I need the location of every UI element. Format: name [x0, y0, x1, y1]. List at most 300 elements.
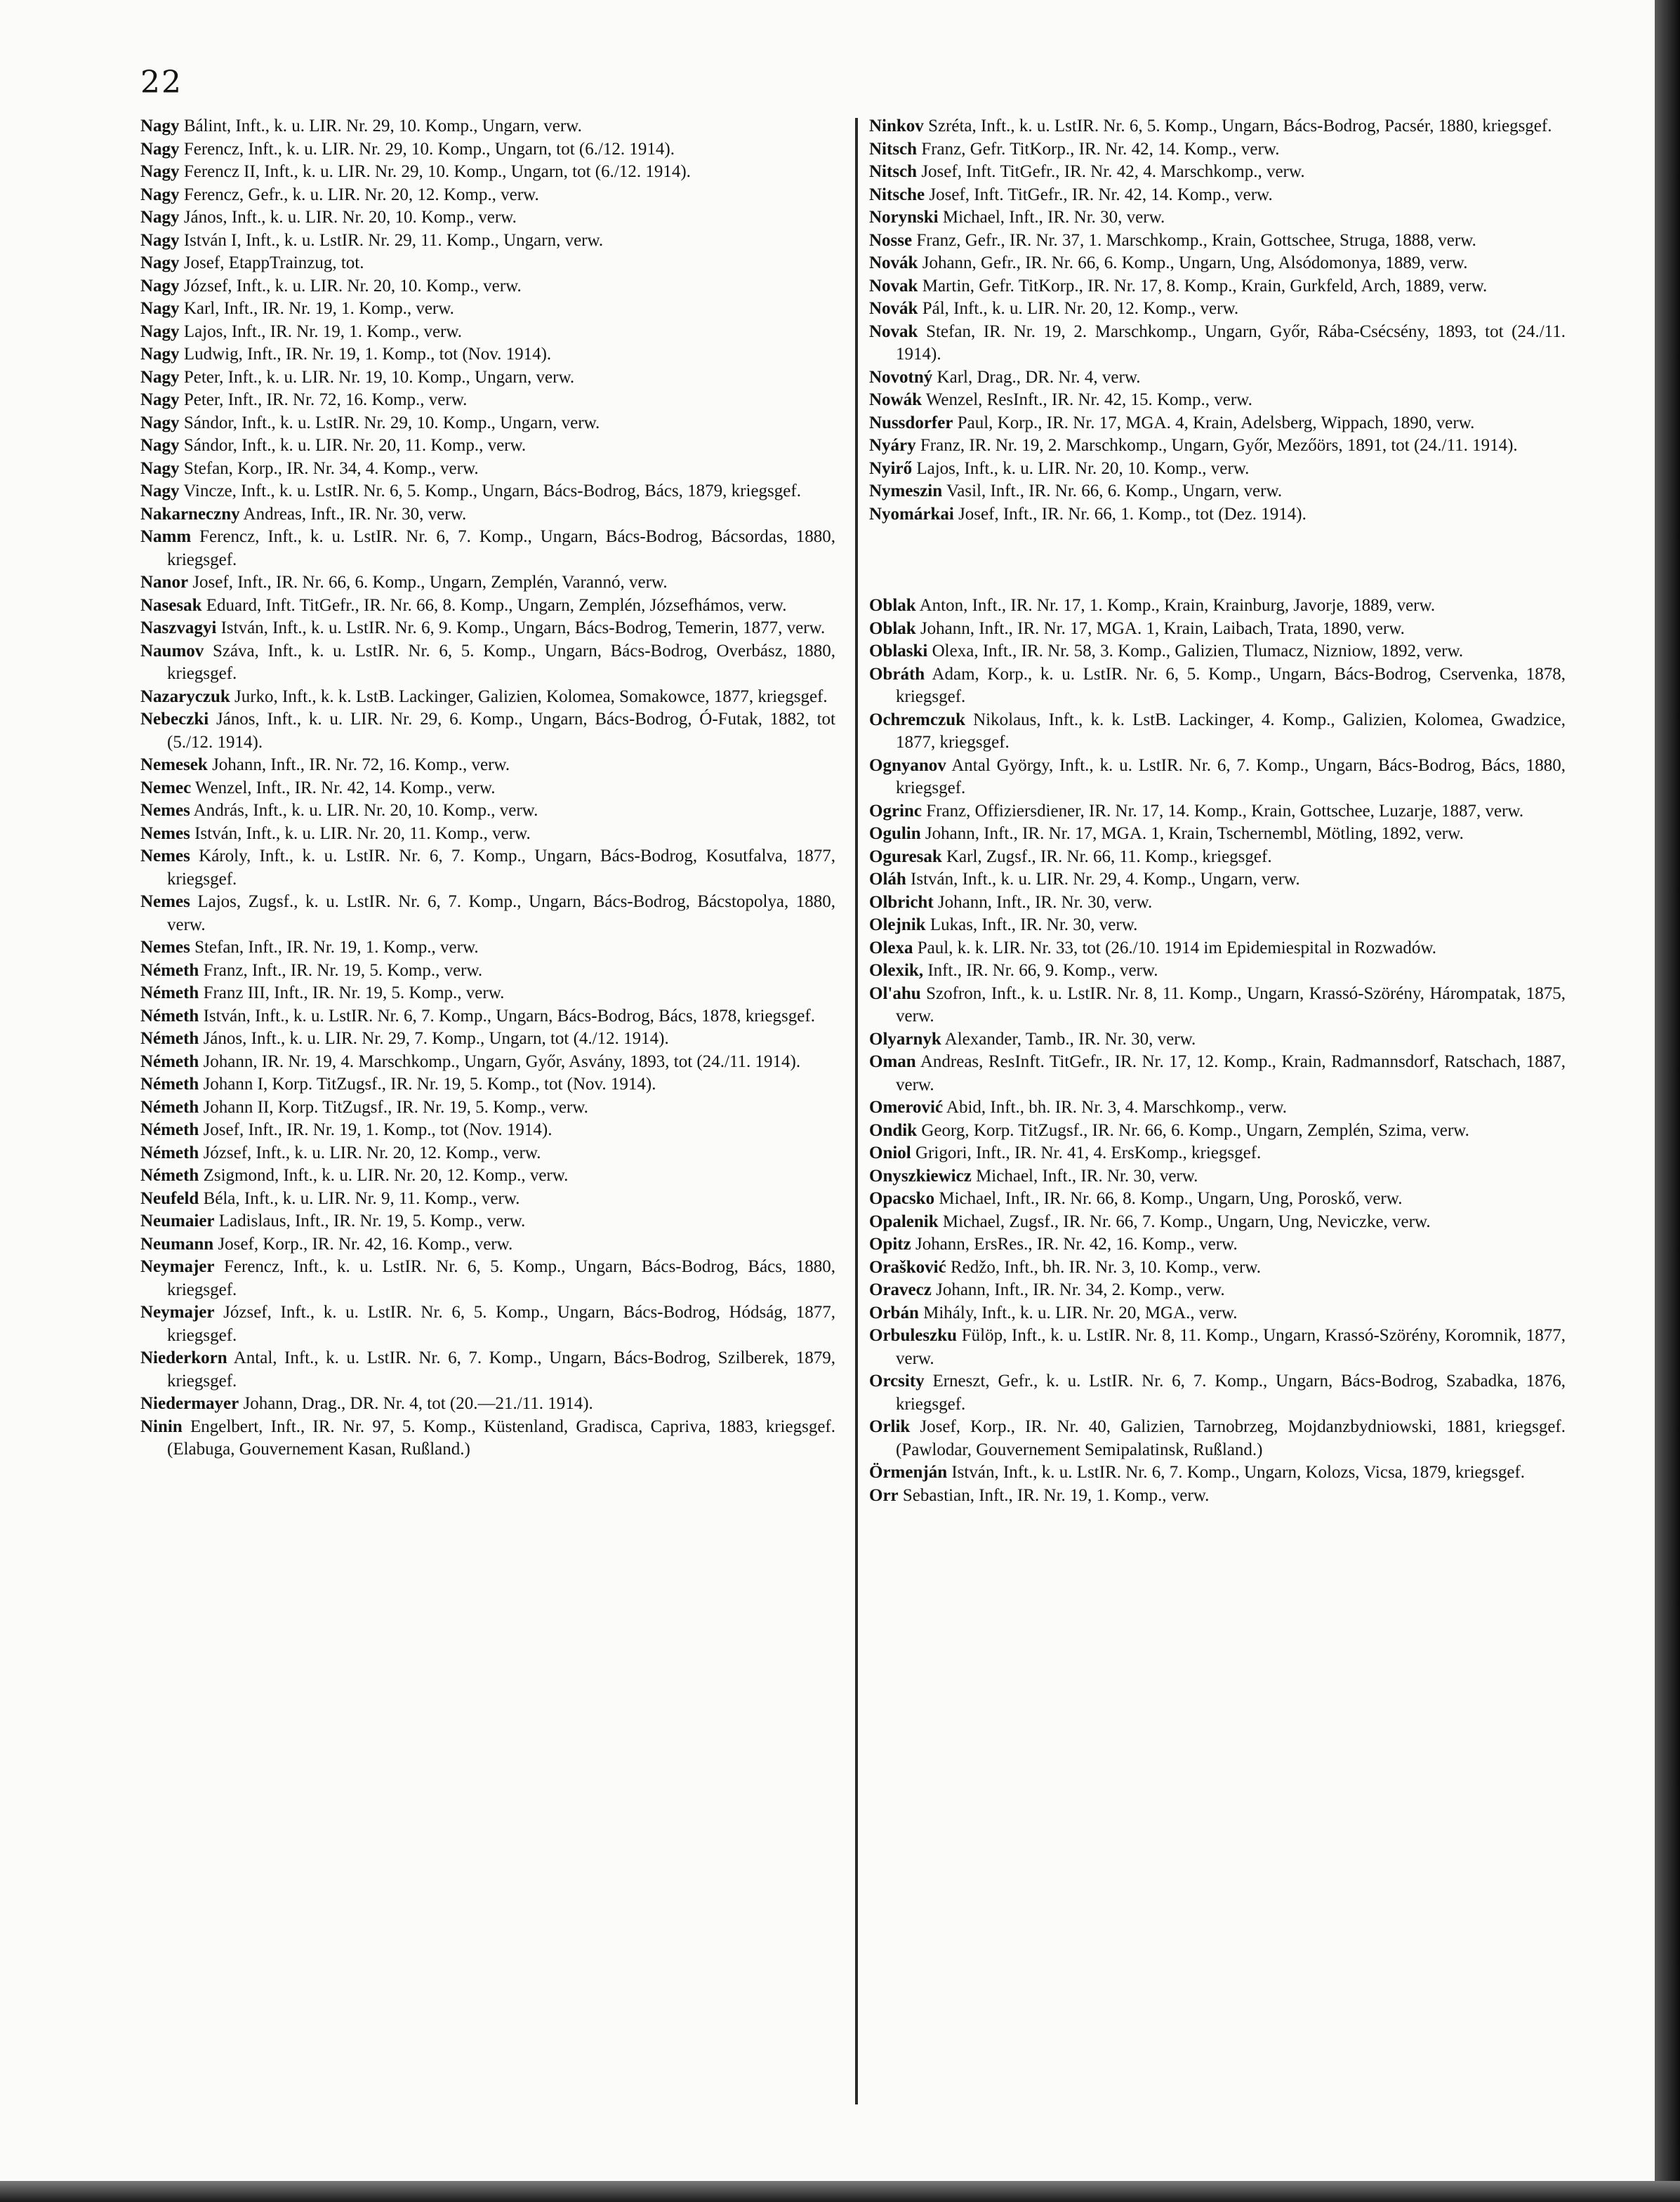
entry-details: Vasil, Inft., IR. Nr. 66, 6. Komp., Ungarn, verw. — [942, 482, 1283, 500]
register-entry — [869, 389, 1566, 412]
entry-details: Pál, Inft., k. u. LIR. Nr. 20, 12. Komp., verw. — [918, 299, 1239, 318]
register-entry — [140, 754, 835, 777]
register-entry — [140, 1142, 835, 1165]
register-entry — [869, 1028, 1566, 1052]
register-entry — [869, 321, 1566, 366]
entry-surname: Nagy — [140, 117, 180, 135]
register-entry — [140, 571, 835, 595]
entry-details: Johann II, Korp. TitZugsf., IR. Nr. 19, 5. Komp., verw. — [199, 1097, 588, 1117]
entry-surname: Orbuleszku — [869, 1326, 958, 1345]
register-entry — [140, 1119, 835, 1142]
register-entry — [869, 1211, 1566, 1234]
entry-surname: Nagy — [140, 162, 180, 181]
entry-surname: Németh — [140, 1097, 199, 1117]
register-entry — [140, 184, 835, 207]
scan-edge-bottom — [0, 2181, 1680, 2202]
entry-details: Bálint, Inft., k. u. LIR. Nr. 29, 10. Komp., Ungarn, verw. — [179, 117, 582, 135]
entry-details: Franz, Offiziersdiener, IR. Nr. 17, 14. Komp., Krain, Gottschee, Luzarje, 1887, verw. — [922, 801, 1524, 821]
entry-surname: Nagy — [140, 390, 180, 409]
entry-details: Josef, Inft., IR. Nr. 66, 6. Komp., Ungarn, Zemplén, Varannó, verw. — [188, 573, 668, 592]
section-o-entries — [869, 595, 1566, 1507]
entry-surname: Nagy — [140, 276, 180, 296]
entry-surname: Nyirő — [869, 458, 913, 478]
register-entry — [869, 618, 1566, 641]
entry-details: Lajos, Zugsf., k. u. LstIR. Nr. 6, 7. Komp., Ungarn, Bács-Bodrog, Bácstopolya, 1880, verw. — [167, 892, 835, 934]
register-entry — [140, 435, 835, 458]
register-entry — [140, 1096, 835, 1120]
register-entry — [140, 1210, 835, 1233]
register-entry — [869, 480, 1566, 503]
entry-details: Josef, Inft. TitGefr., IR. Nr. 42, 14. Komp., verw. — [925, 185, 1273, 204]
entry-surname: Nemes — [140, 801, 190, 820]
register-entry — [140, 708, 835, 754]
register-entry — [869, 1256, 1566, 1280]
entry-details: Michael, Inft., IR. Nr. 30, verw. — [938, 208, 1165, 227]
register-entry — [140, 1416, 835, 1461]
register-entry — [869, 206, 1566, 230]
entry-details: József, Inft., k. u. LstIR. Nr. 6, 5. Komp., Ungarn, Bács-Bodrog, Hódság, 1877, kriegsgef. — [167, 1303, 835, 1345]
register-entry — [869, 298, 1566, 321]
entry-surname: Novak — [869, 321, 918, 341]
entry-surname: Nagy — [140, 413, 180, 432]
entry-surname: Nosse — [869, 230, 913, 250]
entry-details: Engelbert, Inft., IR. Nr. 97, 5. Komp., Küstenland, Gradisca, Capriva, 1883, kriegsgef. (Elabuga, Gouvernement Kasan, Rußland.) — [167, 1417, 835, 1459]
register-entry — [869, 138, 1566, 161]
entry-details: Josef, Inft., IR. Nr. 66, 1. Komp., tot (Dez. 1914). — [953, 504, 1307, 524]
entry-surname: Orbán — [869, 1303, 919, 1322]
entry-details: Zsigmond, Inft., k. u. LIR. Nr. 20, 12. Komp., verw. — [199, 1166, 569, 1185]
entry-surname: Nagy — [140, 208, 180, 227]
scan-edge-right — [1655, 0, 1680, 2202]
entry-details: Johann, Inft., IR. Nr. 34, 2. Komp., verw. — [931, 1280, 1225, 1299]
entry-surname: Ochremczuk — [869, 710, 966, 729]
entry-surname: Ninin — [140, 1417, 183, 1436]
entry-details: Franz, Gefr., IR. Nr. 37, 1. Marschkomp., Krain, Gottschee, Struga, 1888, verw. — [912, 230, 1476, 250]
register-entry — [140, 1165, 835, 1188]
entry-details: Johann, Inft., IR. Nr. 72, 16. Komp., verw. — [207, 755, 510, 774]
entry-surname: Nasesak — [140, 595, 202, 615]
register-entry — [140, 1347, 835, 1393]
entry-surname: Novák — [869, 253, 918, 272]
entry-surname: Neufeld — [140, 1188, 199, 1208]
entry-surname: Oláh — [869, 870, 906, 889]
entry-surname: Nitsch — [869, 139, 918, 159]
register-entry — [869, 868, 1566, 891]
entry-surname: Nemesek — [140, 755, 208, 774]
entry-surname: Nyáry — [869, 436, 916, 455]
register-entry — [869, 1485, 1566, 1508]
entry-surname: Nazaryczuk — [140, 687, 230, 706]
entry-surname: Naumov — [140, 641, 204, 661]
entry-surname: Olexa — [869, 938, 913, 957]
register-entry — [869, 1165, 1566, 1188]
register-entry — [140, 891, 835, 936]
register-entry — [869, 595, 1566, 618]
register-entry — [869, 1051, 1566, 1096]
entry-surname: Nowák — [869, 390, 922, 409]
entry-details: Karl, Inft., IR. Nr. 19, 1. Komp., verw. — [179, 299, 454, 318]
register-entry — [140, 1188, 835, 1211]
entry-surname: Ogrinc — [869, 801, 922, 821]
entry-surname: Ondik — [869, 1120, 918, 1140]
register-entry — [869, 1120, 1566, 1143]
entry-details: Ferencz II, Inft., k. u. LIR. Nr. 29, 10. Komp., Ungarn, tot (6./12. 1914). — [179, 162, 691, 181]
entry-details: Josef, Inft., IR. Nr. 19, 1. Komp., tot (Nov. 1914). — [199, 1120, 553, 1139]
entry-details: Georg, Korp. TitZugsf., IR. Nr. 66, 6. Komp., Ungarn, Zemplén, Szima, verw. — [917, 1120, 1469, 1140]
entry-surname: Nyomárkai — [869, 504, 954, 524]
register-entry — [869, 1233, 1566, 1256]
entry-surname: Nagy — [140, 185, 180, 204]
entry-surname: Niederkorn — [140, 1348, 227, 1367]
register-entry — [869, 366, 1566, 390]
entry-details: Károly, Inft., k. u. LstIR. Nr. 6, 7. Komp., Ungarn, Bács-Bodrog, Kosutfalva, 1877, kriegsgef. — [167, 847, 835, 889]
entry-surname: Németh — [140, 1075, 199, 1094]
entry-surname: Novák — [869, 299, 918, 318]
entry-surname: Németh — [140, 1120, 199, 1139]
entry-surname: Nagy — [140, 139, 180, 159]
entry-surname: Nemes — [140, 847, 190, 865]
register-entry — [140, 321, 835, 344]
entry-details: István, Inft., k. u. LstIR. Nr. 6, 7. Komp., Ungarn, Bács-Bodrog, Bács, 1878, kriegsgef. — [199, 1006, 815, 1026]
entry-surname: Oblak — [869, 618, 916, 638]
right-column — [869, 115, 1566, 1507]
entry-details: Antal György, Inft., k. u. LstIR. Nr. 6, 7. Komp., Ungarn, Bács-Bodrog, Bács, 1880, kriegsgef. — [896, 755, 1566, 797]
register-entry — [140, 412, 835, 435]
entry-details: Johann, ErsRes., IR. Nr. 42, 16. Komp., verw. — [911, 1235, 1238, 1254]
entry-surname: Opitz — [869, 1235, 911, 1254]
register-entry — [140, 343, 835, 366]
entry-surname: Oblak — [869, 596, 916, 615]
entry-surname: Nagy — [140, 321, 180, 341]
register-entry — [140, 366, 835, 390]
entry-surname: Nagy — [140, 253, 180, 272]
entry-surname: Oman — [869, 1052, 916, 1071]
entry-surname: Nagy — [140, 299, 180, 318]
entry-details: Erneszt, Gefr., k. u. LstIR. Nr. 6, 7. Komp., Ungarn, Bács-Bodrog, Szabadka, 1876, kriegsgef. — [896, 1372, 1566, 1414]
register-entry — [869, 1325, 1566, 1370]
entry-surname: Nagy — [140, 482, 180, 500]
entry-details: Michael, Inft., IR. Nr. 66, 8. Komp., Ungarn, Ung, Poroskő, verw. — [934, 1189, 1403, 1208]
entry-details: Lukas, Inft., IR. Nr. 30, verw. — [925, 915, 1138, 934]
register-entry — [869, 823, 1566, 846]
register-entry — [140, 936, 835, 960]
register-entry — [869, 914, 1566, 937]
entry-details: Ludwig, Inft., IR. Nr. 19, 1. Komp., tot (Nov. 1914). — [179, 345, 552, 364]
entry-details: Karl, Drag., DR. Nr. 4, verw. — [932, 367, 1141, 387]
entry-surname: Nemes — [140, 938, 190, 957]
entry-details: Nikolaus, Inft., k. k. LstB. Lackinger, 4. Komp., Galizien, Kolomea, Gwadzice, 1877, kriegsgef. — [896, 710, 1566, 752]
register-entry — [869, 184, 1566, 207]
register-entry — [140, 1256, 835, 1301]
entry-details: János, Inft., k. u. LIR. Nr. 29, 6. Komp., Ungarn, Bács-Bodrog, Ó-Futak, 1882, tot (5./12. 1914). — [167, 710, 835, 752]
entry-surname: Németh — [140, 1006, 199, 1026]
register-entry — [869, 1188, 1566, 1211]
register-entry — [140, 845, 835, 891]
register-entry — [869, 1461, 1566, 1485]
entry-details: Ferencz, Inft., k. u. LstIR. Nr. 6, 5. Komp., Ungarn, Bács-Bodrog, Bács, 1880, kriegsgef. — [167, 1257, 835, 1299]
entry-surname: Nemes — [140, 823, 190, 843]
entry-details: István I, Inft., k. u. LstIR. Nr. 29, 11. Komp., Ungarn, verw. — [179, 230, 604, 250]
entry-details: Andreas, ResInft. TitGefr., IR. Nr. 17, 12. Komp., Krain, Radmannsdorf, Ratschach, 1887, verw. — [896, 1052, 1566, 1094]
entry-details: István, Inft., k. u. LstIR. Nr. 6, 9. Komp., Ungarn, Bács-Bodrog, Temerin, 1877, verw. — [216, 618, 826, 637]
register-entry — [140, 298, 835, 321]
register-entry — [140, 206, 835, 230]
register-entry — [869, 1302, 1566, 1325]
register-entry — [140, 777, 835, 800]
entry-details: Paul, k. k. LIR. Nr. 33, tot (26./10. 1914 im Epidemiespital in Rozwadów. — [913, 938, 1437, 957]
entry-details: Johann, Inft., IR. Nr. 17, MGA. 1, Krain, Laibach, Trata, 1890, verw. — [915, 618, 1405, 638]
register-entry — [140, 138, 835, 161]
entry-details: Peter, Inft., IR. Nr. 72, 16. Komp., verw. — [179, 390, 468, 409]
entry-details: Franz, Inft., IR. Nr. 19, 5. Komp., verw. — [199, 960, 483, 980]
entry-details: Franz III, Inft., IR. Nr. 19, 5. Komp., verw. — [199, 983, 505, 1002]
entry-details: Stefan, Korp., IR. Nr. 34, 4. Komp., verw. — [179, 458, 479, 478]
entry-details: Sándor, Inft., k. u. LIR. Nr. 20, 11. Komp., verw. — [179, 436, 527, 455]
register-entry — [140, 1301, 835, 1347]
entry-surname: Nagy — [140, 436, 180, 455]
entry-details: Ladislaus, Inft., IR. Nr. 19, 5. Komp., verw. — [214, 1212, 526, 1231]
entry-details: Johann, Inft., IR. Nr. 17, MGA. 1, Krain, Tschernembl, Mötling, 1892, verw. — [920, 824, 1464, 843]
register-entry — [869, 937, 1566, 960]
entry-surname: Neumann — [140, 1234, 214, 1254]
register-entry — [140, 161, 835, 184]
entry-details: Adam, Korp., k. u. LstIR. Nr. 6, 5. Komp., Ungarn, Bács-Bodrog, Cservenka, 1878, kriegsgef. — [896, 664, 1566, 706]
entry-surname: Nagy — [140, 345, 180, 364]
entry-surname: Olyarnyk — [869, 1029, 941, 1049]
entry-details: Franz, Gefr. TitKorp., IR. Nr. 42, 14. Komp., verw. — [917, 139, 1280, 159]
register-entry — [140, 1233, 835, 1256]
entry-surname: Opacsko — [869, 1189, 935, 1208]
entry-details: Ferencz, Inft., k. u. LIR. Nr. 29, 10. Komp., Ungarn, tot (6./12. 1914). — [179, 139, 675, 159]
entry-details: Josef, Korp., IR. Nr. 40, Galizien, Tarnobrzeg, Mojdanzbydniowski, 1881, kriegsgef. (Pawlodar, Gouvernement Semipalatinsk, Rußland.) — [896, 1417, 1566, 1459]
entry-details: István, Inft., k. u. LIR. Nr. 29, 4. Komp., Ungarn, verw. — [906, 870, 1300, 889]
entry-details: Szofron, Inft., k. u. LstIR. Nr. 8, 11. Komp., Ungarn, Krassó-Szörény, Hárompatak, 1875, verw. — [896, 983, 1566, 1026]
entry-surname: Németh — [140, 1052, 199, 1071]
register-entry — [140, 1393, 835, 1416]
register-entry — [869, 640, 1566, 663]
entry-details: Lajos, Inft., IR. Nr. 19, 1. Komp., verw. — [179, 321, 463, 341]
entry-surname: Németh — [140, 1143, 199, 1162]
register-entry — [140, 800, 835, 823]
register-entry — [869, 230, 1566, 253]
entry-details: János, Inft., k. u. LIR. Nr. 20, 10. Komp., verw. — [179, 208, 517, 227]
entry-surname: Németh — [140, 983, 199, 1002]
entry-details: Grigori, Inft., IR. Nr. 41, 4. ErsKomp., kriegsgef. — [911, 1143, 1262, 1162]
entry-details: Stefan, IR. Nr. 19, 2. Marschkomp., Ungarn, Győr, Rába-Csécsény, 1893, tot (24./11. 1914). — [896, 321, 1566, 364]
entry-surname: Omerović — [869, 1098, 944, 1117]
register-entry — [140, 458, 835, 481]
entry-details: Paul, Korp., IR. Nr. 17, MGA. 4, Krain, Adelsberg, Wippach, 1890, verw. — [953, 413, 1475, 432]
entry-details: Wenzel, ResInft., IR. Nr. 42, 15. Komp., verw. — [922, 390, 1252, 409]
entry-details: Ferencz, Gefr., k. u. LIR. Nr. 20, 12. Komp., verw. — [179, 185, 539, 204]
column-divider — [855, 118, 858, 2104]
entry-details: István, Inft., k. u. LIR. Nr. 20, 11. Komp., verw. — [190, 823, 531, 843]
section-n-entries — [869, 115, 1566, 526]
entry-surname: Orcsity — [869, 1372, 925, 1391]
entry-surname: Németh — [140, 960, 199, 980]
register-entry — [140, 617, 835, 640]
entry-details: Alexander, Tamb., IR. Nr. 30, verw. — [941, 1029, 1196, 1049]
register-entry — [869, 1096, 1566, 1120]
left-column — [140, 115, 835, 1461]
page-number: 22 — [140, 65, 183, 100]
register-entry — [869, 846, 1566, 869]
entry-details: Peter, Inft., k. u. LIR. Nr. 19, 10. Komp., Ungarn, verw. — [179, 367, 575, 387]
entry-details: Inft., IR. Nr. 66, 9. Komp., verw. — [923, 961, 1158, 980]
entry-surname: Olbricht — [869, 892, 934, 912]
entry-surname: Orašković — [869, 1257, 946, 1277]
register-entry — [140, 640, 835, 686]
entry-details: Béla, Inft., k. u. LIR. Nr. 9, 11. Komp., verw. — [199, 1188, 520, 1208]
register-entry — [140, 526, 835, 571]
entry-surname: Oguresak — [869, 847, 942, 866]
register-entry — [140, 960, 835, 983]
entry-details: Abid, Inft., bh. IR. Nr. 3, 4. Marschkomp., verw. — [943, 1098, 1288, 1117]
entry-surname: Niedermayer — [140, 1394, 239, 1413]
register-entry — [140, 275, 835, 298]
entry-surname: Nemes — [140, 892, 190, 911]
entry-surname: Oravecz — [869, 1280, 932, 1299]
entry-surname: Neumaier — [140, 1212, 215, 1231]
register-entry — [869, 115, 1566, 138]
register-entry — [140, 823, 835, 846]
entry-surname: Ninkov — [869, 117, 924, 135]
entry-details: József, Inft., k. u. LIR. Nr. 20, 12. Komp., verw. — [199, 1143, 541, 1162]
register-entry — [140, 480, 835, 503]
entry-details: Antal, Inft., k. u. LstIR. Nr. 6, 7. Komp., Ungarn, Bács-Bodrog, Szilberek, 1879, kriegsgef. — [167, 1348, 835, 1391]
entry-details: Fülöp, Inft., k. u. LstIR. Nr. 8, 11. Komp., Ungarn, Krassó-Szörény, Koromnik, 1877, verw. — [896, 1326, 1566, 1368]
entry-surname: Nussdorfer — [869, 413, 953, 432]
entry-surname: Nebeczki — [140, 710, 209, 729]
register-entry — [869, 800, 1566, 823]
register-entry — [869, 960, 1566, 983]
entry-details: József, Inft., k. u. LIR. Nr. 20, 10. Komp., verw. — [179, 276, 522, 296]
entry-surname: Nitsch — [869, 162, 918, 181]
entry-surname: Nagy — [140, 458, 180, 478]
register-entry — [140, 503, 835, 526]
entry-surname: Nymeszin — [869, 482, 943, 500]
entry-details: Michael, Zugsf., IR. Nr. 66, 7. Komp., Ungarn, Ung, Neviczke, verw. — [938, 1212, 1431, 1231]
entry-details: Johann, Drag., DR. Nr. 4, tot (20.—21./11. 1914). — [239, 1394, 593, 1413]
entry-details: Franz, IR. Nr. 19, 2. Marschkomp., Ungarn, Győr, Mezőörs, 1891, tot (24./11. 1914). — [915, 436, 1518, 455]
entry-details: István, Inft., k. u. LstIR. Nr. 6, 7. Komp., Ungarn, Kolozs, Vicsa, 1879, kriegsgef. — [947, 1463, 1526, 1482]
entry-details: Mihály, Inft., k. u. LIR. Nr. 20, MGA., verw. — [918, 1303, 1238, 1322]
entry-surname: Németh — [140, 1029, 199, 1048]
entry-details: Wenzel, Inft., IR. Nr. 42, 14. Komp., verw. — [191, 778, 496, 797]
entry-surname: Neymajer — [140, 1257, 215, 1276]
entry-surname: Naszvagyi — [140, 618, 217, 637]
register-entry — [140, 595, 835, 618]
entry-details: Száva, Inft., k. u. LstIR. Nr. 6, 5. Komp., Ungarn, Bács-Bodrog, Overbász, 1880, kriegsgef. — [167, 641, 835, 683]
entry-details: Sándor, Inft., k. u. LstIR. Nr. 29, 10. Komp., Ungarn, verw. — [179, 413, 600, 432]
entry-details: Ferencz, Inft., k. u. LstIR. Nr. 6, 7. Komp., Ungarn, Bács-Bodrog, Bácsordas, 1880, kriegsgef. — [167, 527, 835, 569]
register-entry — [869, 435, 1566, 458]
register-entry — [140, 389, 835, 412]
entry-surname: Ognyanov — [869, 755, 946, 775]
register-entry — [140, 230, 835, 253]
entry-surname: Oblaski — [869, 642, 928, 661]
entry-surname: Ogulin — [869, 824, 921, 843]
entry-surname: Orlik — [869, 1417, 911, 1436]
entry-surname: Novak — [869, 276, 918, 296]
register-entry — [869, 1279, 1566, 1302]
entry-details: Eduard, Inft. TitGefr., IR. Nr. 66, 8. Komp., Ungarn, Zemplén, Józsefhámos, verw. — [201, 595, 787, 615]
register-entry — [869, 1142, 1566, 1165]
entry-details: Stefan, Inft., IR. Nr. 19, 1. Komp., verw. — [190, 938, 479, 957]
entry-surname: Örmenján — [869, 1463, 948, 1482]
register-entry — [140, 1028, 835, 1051]
entry-details: Andreas, Inft., IR. Nr. 30, verw. — [239, 504, 467, 524]
entry-surname: Nitsche — [869, 185, 925, 204]
entry-details: András, Inft., k. u. LIR. Nr. 20, 10. Komp., verw. — [190, 801, 538, 820]
entry-details: Szréta, Inft., k. u. LstIR. Nr. 6, 5. Komp., Ungarn, Bács-Bodrog, Pacsér, 1880, kriegsgef. — [923, 117, 1552, 135]
entry-surname: Nakarneczny — [140, 504, 240, 524]
entry-details: Johann I, Korp. TitZugsf., IR. Nr. 19, 5. Komp., tot (Nov. 1914). — [199, 1075, 656, 1094]
entry-surname: Németh — [140, 1166, 199, 1185]
entry-details: Vincze, Inft., k. u. LstIR. Nr. 6, 5. Komp., Ungarn, Bács-Bodrog, Bács, 1879, kriegsgef. — [179, 482, 801, 500]
register-entry — [140, 686, 835, 709]
entry-surname: Orr — [869, 1485, 899, 1505]
entry-surname: Neymajer — [140, 1303, 215, 1322]
entry-details: Olexa, Inft., IR. Nr. 58, 3. Komp., Galizien, Tlumacz, Nizniow, 1892, verw. — [927, 642, 1464, 661]
entry-surname: Norynski — [869, 208, 939, 227]
register-entry — [869, 891, 1566, 915]
entry-details: Michael, Inft., IR. Nr. 30, verw. — [971, 1166, 1198, 1186]
entry-surname: Nagy — [140, 230, 180, 250]
register-entry — [140, 115, 835, 138]
register-entry — [140, 982, 835, 1005]
register-entry — [869, 1416, 1566, 1461]
register-entry — [140, 1073, 835, 1096]
register-entry — [140, 1051, 835, 1074]
register-entry — [869, 663, 1566, 709]
entry-surname: Namm — [140, 527, 192, 546]
register-entry — [140, 252, 835, 275]
entry-surname: Ol'ahu — [869, 983, 921, 1003]
entry-details: Jurko, Inft., k. k. LstB. Lackinger, Galizien, Kolomea, Somakowce, 1877, kriegsgef. — [230, 687, 828, 706]
entry-details: Martin, Gefr. TitKorp., IR. Nr. 17, 8. Komp., Krain, Gurkfeld, Arch, 1889, verw. — [918, 276, 1488, 296]
entry-details: Johann, IR. Nr. 19, 4. Marschkomp., Ungarn, Győr, Asvány, 1893, tot (24./11. 1914). — [199, 1052, 801, 1071]
register-entry — [869, 755, 1566, 800]
register-entry — [140, 1005, 835, 1028]
entry-surname: Obráth — [869, 664, 925, 684]
entry-details: Johann, Inft., IR. Nr. 30, verw. — [933, 892, 1153, 912]
entry-details: Josef, Inft. TitGefr., IR. Nr. 42, 4. Marschkomp., verw. — [917, 162, 1305, 181]
register-entry — [869, 709, 1566, 755]
entry-surname: Nagy — [140, 367, 180, 387]
entry-details: János, Inft., k. u. LIR. Nr. 29, 7. Komp., Ungarn, tot (4./12. 1914). — [199, 1029, 669, 1048]
entry-surname: Onyszkiewicz — [869, 1166, 972, 1186]
entry-details: Johann, Gefr., IR. Nr. 66, 6. Komp., Ungarn, Ung, Alsódomonya, 1889, verw. — [918, 253, 1468, 272]
register-entry — [869, 458, 1566, 481]
entry-surname: Oniol — [869, 1143, 911, 1162]
entry-details: Josef, EtappTrainzug, tot. — [179, 253, 364, 272]
entry-surname: Olexik, — [869, 961, 924, 980]
entry-details: Karl, Zugsf., IR. Nr. 66, 11. Komp., kriegsgef. — [941, 847, 1272, 866]
entry-details: Sebastian, Inft., IR. Nr. 19, 1. Komp., verw. — [898, 1485, 1210, 1505]
register-entry — [869, 161, 1566, 184]
entry-surname: Olejnik — [869, 915, 926, 934]
register-entry — [869, 412, 1566, 435]
entry-details: Lajos, Inft., k. u. LIR. Nr. 20, 10. Komp., verw. — [912, 458, 1250, 478]
register-entry — [869, 983, 1566, 1028]
register-entry — [869, 275, 1566, 298]
register-entry — [869, 1370, 1566, 1416]
entry-details: Redžo, Inft., bh. IR. Nr. 3, 10. Komp., verw. — [946, 1257, 1262, 1277]
register-entry — [869, 252, 1566, 275]
entry-details: Anton, Inft., IR. Nr. 17, 1. Komp., Krain, Krainburg, Javorje, 1889, verw. — [915, 596, 1436, 615]
entry-details: Josef, Korp., IR. Nr. 42, 16. Komp., verw. — [213, 1234, 513, 1254]
